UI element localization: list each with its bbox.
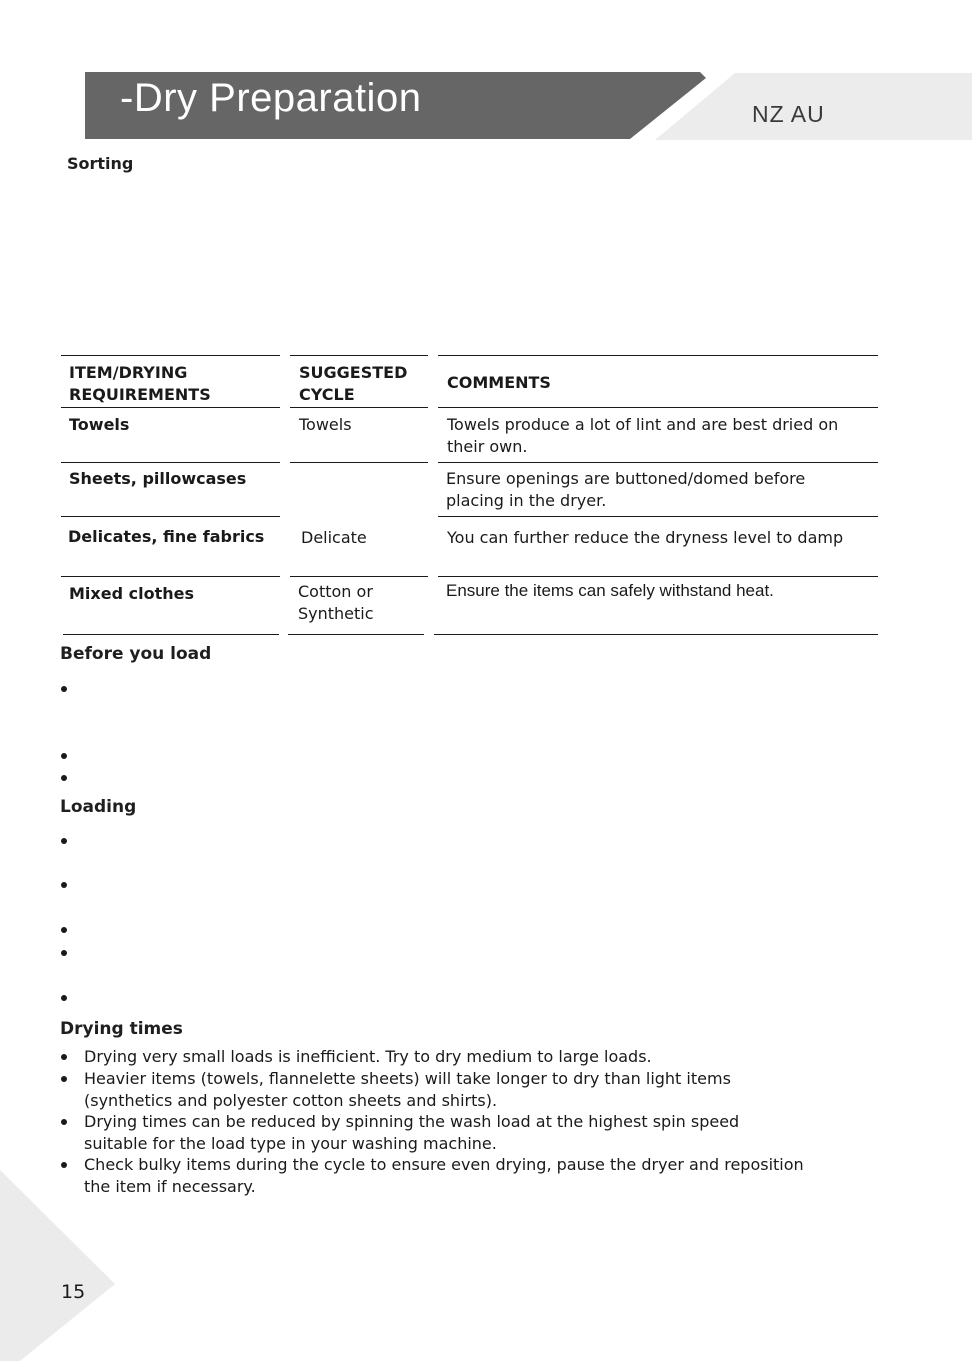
table-rule — [438, 355, 878, 356]
bullet — [61, 775, 67, 781]
table-rule — [61, 407, 280, 408]
table-rule — [438, 576, 878, 577]
section-heading-drying-times: Drying times — [60, 1019, 183, 1039]
bullet — [61, 1119, 67, 1125]
table-rule — [290, 355, 428, 356]
list-item: Drying very small loads is inefficient. Try to dry medium to large loads. — [84, 1047, 652, 1066]
table-cell-item: Mixed clothes — [69, 584, 194, 603]
table-header-item: ITEM/DRYING REQUIREMENTS — [69, 363, 211, 404]
table-rule — [63, 634, 279, 635]
table-rule — [290, 576, 428, 577]
corner-triangle — [0, 1170, 115, 1361]
table-rule — [61, 355, 280, 356]
table-rule — [290, 462, 428, 463]
table-header-cycle: SUGGESTED CYCLE — [299, 363, 408, 404]
table-rule — [61, 576, 280, 577]
list-item: Heavier items (towels, flannelette sheets) will take longer to dry than light items (synthetics and polyester cotton sheets and shirts). — [84, 1069, 731, 1110]
bullet — [61, 927, 67, 933]
table-cell-comment: Ensure the items can safely withstand heat. — [446, 581, 774, 600]
table-rule — [290, 407, 428, 408]
region-label: NZ AU — [752, 101, 825, 127]
bullet — [61, 686, 67, 692]
list-item: Check bulky items during the cycle to ensure even drying, pause the dryer and reposition the item if necessary. — [84, 1155, 804, 1196]
bullet — [61, 882, 67, 888]
section-heading-before-you-load: Before you load — [60, 644, 212, 664]
table-cell-item: Towels — [69, 415, 130, 434]
page-corner-shape — [0, 1160, 130, 1361]
table-rule — [438, 516, 878, 517]
bullet — [61, 838, 67, 844]
table-cell-item: Sheets, pillowcases — [69, 469, 247, 488]
table-rule — [438, 462, 878, 463]
section-heading-loading: Loading — [60, 797, 137, 817]
table-rule — [438, 407, 878, 408]
list-item: Drying times can be reduced by spinning the wash load at the highest spin speed suitable for the load type in your washing machine. — [84, 1112, 740, 1153]
table-cell-cycle: Towels — [299, 415, 352, 434]
table-rule — [288, 634, 424, 635]
bullet — [61, 753, 67, 759]
page-number: 15 — [61, 1281, 86, 1303]
table-rule — [61, 462, 280, 463]
header-banner — [0, 0, 972, 150]
table-header-comments: COMMENTS — [447, 373, 551, 392]
table-cell-comment: You can further reduce the dryness level to damp — [447, 528, 844, 547]
table-cell-cycle: Delicate — [301, 528, 367, 547]
bullet — [61, 995, 67, 1001]
table-rule — [61, 516, 280, 517]
bullet — [61, 950, 67, 956]
section-heading-sorting: Sorting — [67, 154, 134, 173]
table-rule — [434, 634, 878, 635]
table-cell-cycle: Cotton or Synthetic — [298, 582, 374, 623]
bullet — [61, 1054, 67, 1060]
table-cell-comment: Ensure openings are buttoned/domed before placing in the dryer. — [446, 469, 806, 510]
bullet — [61, 1076, 67, 1082]
table-cell-comment: Towels produce a lot of lint and are best dried on their own. — [447, 415, 839, 456]
table-cell-item: Delicates, fine fabrics — [68, 527, 265, 546]
page-title: -Dry Preparation — [120, 76, 422, 120]
